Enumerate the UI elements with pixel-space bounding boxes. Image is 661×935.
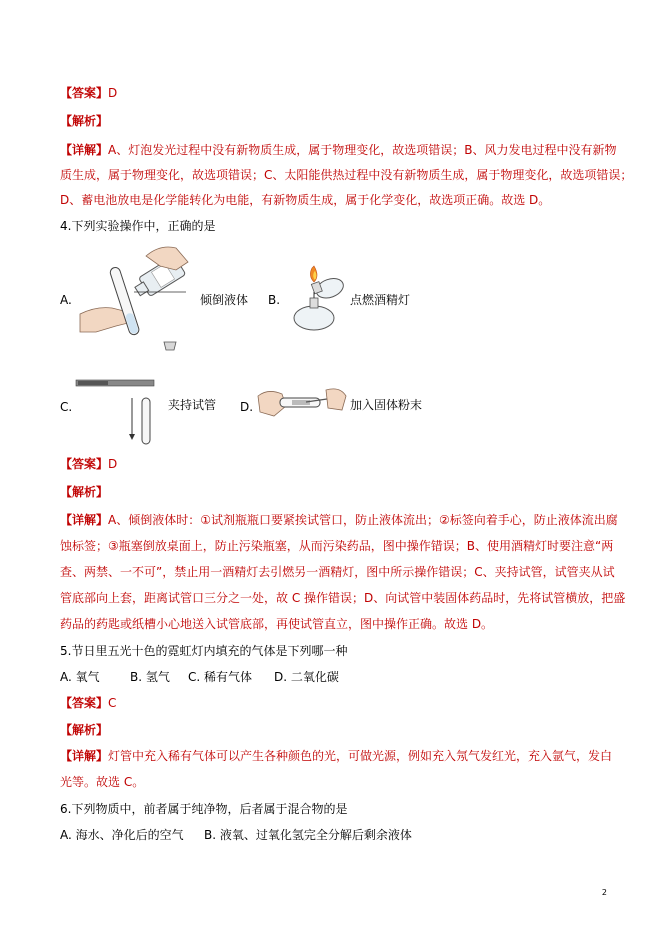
q4-detail-line-1 bbox=[60, 513, 618, 527]
q5-option-a: A. 氧气 bbox=[60, 670, 100, 684]
q4-answer-line bbox=[60, 457, 117, 471]
q4-detail-line-4: 管底部向上套，距离试管口三分之一处，故 C 操作错误；D、向试管中装固体药品时，先将试管横放，把盛 bbox=[60, 591, 626, 605]
detail-text: A、倾倒液体时：①试剂瓶瓶口要紧挨试管口，防止液体流出；②标签向着手心，防止液体流出腐 bbox=[108, 513, 618, 527]
answer-value: D bbox=[108, 457, 118, 471]
q4-option-d-caption: 加入固体粉末 bbox=[350, 398, 423, 412]
q4-analysis-line bbox=[60, 485, 108, 499]
detail-tag: 【详解】 bbox=[60, 143, 109, 157]
lighting-alcohol-lamp-figure bbox=[284, 262, 348, 334]
q3-answer-line bbox=[60, 86, 117, 100]
q4-option-d-letter: D. bbox=[240, 400, 254, 414]
q5-stem: 5.节日里五光十色的霓虹灯内填充的气体是下列哪一种 bbox=[60, 644, 348, 658]
q3-detail-line-2: 质生成，属于物理变化，故选项错误；C、太阳能供热过程中没有新物质生成，属于物理变化，故选项错误； bbox=[60, 168, 633, 182]
detail-tag: 【详解】 bbox=[60, 513, 109, 527]
answer-value: C bbox=[108, 696, 117, 710]
q6-option-a: A. 海水、净化后的空气 bbox=[60, 828, 184, 842]
q3-detail-line-1 bbox=[60, 143, 616, 157]
answer-tag: 【答案】 bbox=[60, 696, 109, 710]
q4-option-a-letter: A. bbox=[60, 293, 72, 307]
q5-detail-line-2: 光等。故选 C。 bbox=[60, 775, 145, 789]
q4-detail-line-3: 查、两禁、一不可”，禁止用一酒精灯去引燃另一酒精灯，图中所示操作错误；C、夹持试管，试管夹从试 bbox=[60, 565, 615, 579]
q3-analysis-line bbox=[60, 114, 108, 128]
pouring-liquid-figure bbox=[76, 236, 201, 358]
q5-option-c: C. 稀有气体 bbox=[188, 670, 253, 684]
q6-options bbox=[60, 828, 412, 842]
q4-option-a-caption: 倾倒液体 bbox=[200, 293, 249, 307]
page-number: 2 bbox=[601, 888, 607, 897]
answer-value: D bbox=[108, 86, 118, 100]
detail-text: A、灯泡发光过程中没有新物质生成，属于物理变化，故选项错误；B、风力发电过程中没有新物 bbox=[108, 143, 617, 157]
q5-option-b: B. 氢气 bbox=[130, 670, 170, 684]
analysis-tag: 【解析】 bbox=[60, 723, 109, 737]
answer-tag: 【答案】 bbox=[60, 86, 109, 100]
q4-option-b-letter: B. bbox=[268, 293, 281, 307]
q6-option-b: B. 液氧、过氧化氢完全分解后剩余液体 bbox=[204, 828, 412, 842]
q4-option-c-letter: C. bbox=[60, 400, 73, 414]
analysis-tag: 【解析】 bbox=[60, 114, 109, 128]
q4-option-c-caption: 夹持试管 bbox=[168, 398, 217, 412]
answer-tag: 【答案】 bbox=[60, 457, 109, 471]
q4-stem: 4.下列实验操作中，正确的是 bbox=[60, 219, 216, 233]
q4-option-b-caption: 点燃酒精灯 bbox=[350, 293, 411, 307]
q5-detail-line-1 bbox=[60, 749, 612, 763]
q6-stem: 6.下列物质中，前者属于纯净物，后者属于混合物的是 bbox=[60, 802, 348, 816]
q5-answer-line bbox=[60, 696, 116, 710]
q5-options bbox=[60, 670, 339, 684]
detail-tag: 【详解】 bbox=[60, 749, 109, 763]
detail-text: 灯管中充入稀有气体可以产生各种颜色的光，可做光源，例如充入氖气发红光，充入氩气，发白 bbox=[108, 749, 613, 763]
q4-detail-line-5: 药品的药匙或纸槽小心地送入试管底部，再使试管直立，图中操作正确。故选 D。 bbox=[60, 617, 494, 631]
adding-powder-figure bbox=[256, 386, 348, 422]
q3-detail-line-3: D、蓄电池放电是化学能转化为电能，有新物质生成，属于化学变化，故选项正确。故选 D。 bbox=[60, 193, 551, 207]
holding-test-tube-figure bbox=[74, 376, 164, 448]
q4-detail-line-2: 蚀标签；③瓶塞倒放桌面上，防止污染瓶塞，从而污染药品，图中操作错误；B、使用酒精灯时要注意“两 bbox=[60, 539, 614, 553]
analysis-tag: 【解析】 bbox=[60, 485, 109, 499]
q5-option-d: D. 二氧化碳 bbox=[274, 670, 339, 684]
q5-analysis-line bbox=[60, 723, 108, 737]
